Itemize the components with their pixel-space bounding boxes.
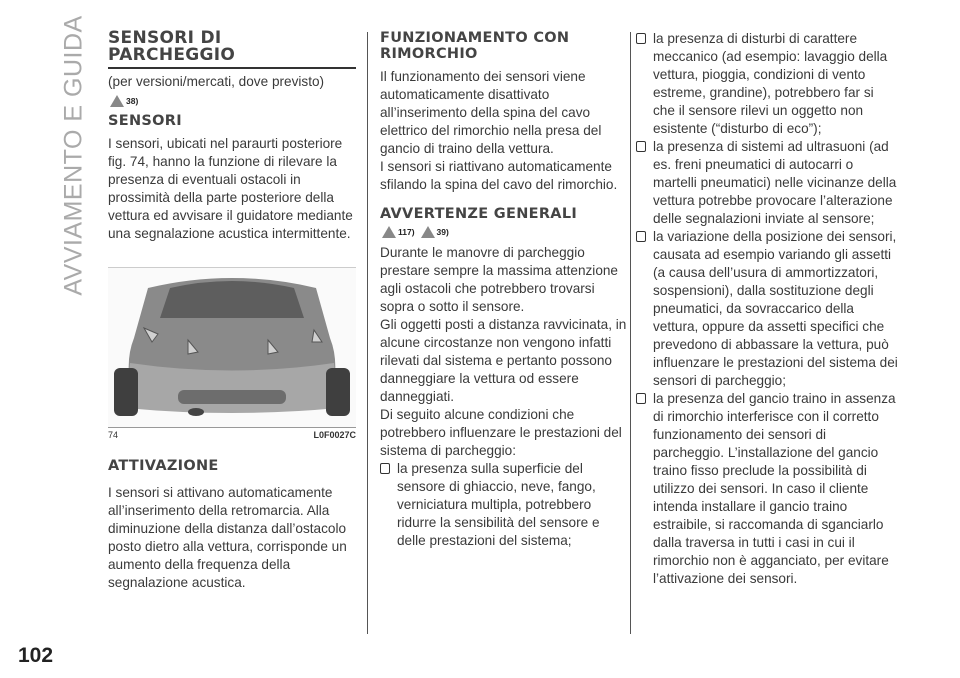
checkbox-bullet-icon <box>636 231 646 242</box>
warning-reference[interactable] <box>110 95 356 107</box>
list-item-text: la presenza di disturbi di carattere meccanico (ad esempio: lavaggio della vettura, pioggia, condizioni di vento estreme, grandine), potrebbero far si che il sensore rilevi un oggetto non esistente (“disturbo di eco”); <box>653 31 888 136</box>
column-divider <box>367 32 368 634</box>
main-title-line1: SENSORI DI <box>108 28 222 48</box>
column-divider <box>630 32 631 634</box>
list-item-text: la presenza sulla superficie del sensore di ghiaccio, neve, fango, verniciatura multipla, potrebbero ridurre la sensibilità del sensore e delle prestazioni del sistema; <box>397 461 600 548</box>
checkbox-bullet-icon <box>636 141 646 152</box>
paragraph-rimorchio-2: I sensori si riattivano automaticamente sfilando la spina del cavo del rimorchio. <box>380 159 618 192</box>
page-number: 102 <box>18 644 54 667</box>
list-item <box>636 30 898 138</box>
paragraph-attivazione: I sensori si attivano automaticamente all’inserimento della retromarcia. Alla diminuzione della distanza dall’ostacolo posto dietro alla vettura, corrisponde un aumento della frequenza della segnalazione acustica. <box>108 485 347 590</box>
warning-ref-text-2: 39) <box>436 227 449 237</box>
list-item-text: la variazione della posizione dei sensori, causata ad esempio variando gli assetti (a causa dell’usura di ammortizzatori, sospensioni), dalla sostituzione degli pneumatici, da sovraccarico della vettura, oppure da assetti specifici che prevedono di abbassare la vettura, può influenzare le prestazioni del sistema dei sensori di parcheggio; <box>653 229 898 388</box>
heading-sensori: SENSORI <box>108 113 182 129</box>
figure-caption <box>108 427 356 440</box>
checkbox-bullet-icon <box>380 463 390 474</box>
section-side-label <box>58 14 90 296</box>
figure-rear-bumper <box>108 267 356 427</box>
warning-icon <box>421 226 435 238</box>
warning-ref-text-1: 117) <box>398 227 415 237</box>
checkbox-bullet-icon <box>636 33 646 44</box>
paragraph-avvertenze-1: Durante le manovre di parcheggio prestare sempre la massima attenzione agli ostacoli che potrebbero trovarsi sopra o sotto il sensore. <box>380 245 618 314</box>
heading-avvertenze: AVVERTENZE GENERALI <box>380 206 578 222</box>
figure-number: 74 <box>108 430 119 440</box>
warning-ref-text: 38) <box>126 96 139 106</box>
heading-attivazione: ATTIVAZIONE <box>108 458 219 474</box>
main-title-line2: PARCHEGGIO <box>108 45 236 65</box>
paragraph-rimorchio-1: Il funzionamento dei sensori viene automaticamente disattivato all’inserimento della spina del cavo elettrico del rimorchio nella presa del gancio di traino della vettura. <box>380 69 602 156</box>
section-side-label-text: AVVIAMENTO E GUIDA <box>59 14 88 296</box>
subtitle: (per versioni/mercati, dove previsto) <box>108 74 325 89</box>
paragraph-avvertenze-3: Di seguito alcune condizioni che potrebbero influenzare le prestazioni del sistema di parcheggio: <box>380 407 622 458</box>
column-3 <box>636 30 898 588</box>
list-item <box>636 228 898 390</box>
warning-references[interactable] <box>382 226 628 238</box>
warning-icon <box>110 95 124 107</box>
car-rear-illustration <box>108 268 356 427</box>
heading-rimorchio-line2: RIMORCHIO <box>380 46 478 62</box>
paragraph-sensori: I sensori, ubicati nel paraurti posteriore fig. 74, hanno la funzione di rilevare la presenza di eventuali ostacoli in prossimità della parte posteriore della vettura ed avvisare il guidatore mediante una segnalazione acustica intermittente. <box>108 136 353 241</box>
list-item <box>636 138 898 228</box>
column-2 <box>380 30 628 550</box>
list-item-text: la presenza del gancio traino in assenza di rimorchio interferisce con il corretto funzionamento dei sensori di parcheggio. L’installazione del gancio traino fisso preclude la possibilità di utilizzo dei sensori. In caso il cliente intenda installare il gancio traino estraibile, si raccomanda di sganciarlo dalla traversa in tutti i casi in cui il rimorchio non è agganciato, per evitare l’attivazione dei sensori. <box>653 391 896 586</box>
title-underline <box>108 67 356 69</box>
list-item <box>380 460 628 550</box>
warning-icon <box>382 226 396 238</box>
list-item <box>636 390 898 588</box>
column-1 <box>108 30 356 592</box>
paragraph-avvertenze-2: Gli oggetti posti a distanza ravvicinata, in alcune circostanze non vengono infatti rilevati dal sistema e pertanto possono danneggiare la vettura od essere danneggiati. <box>380 317 627 404</box>
checkbox-bullet-icon <box>636 393 646 404</box>
list-item-text: la presenza di sistemi ad ultrasuoni (ad es. freni pneumatici di autocarri o martelli pneumatici) nelle vicinanze della vettura potrebbe provocare l’alterazione delle segnalazioni inviate al sensore; <box>653 139 897 226</box>
heading-rimorchio-line1: FUNZIONAMENTO CON <box>380 30 570 46</box>
figure-code: L0F0027C <box>313 430 356 440</box>
